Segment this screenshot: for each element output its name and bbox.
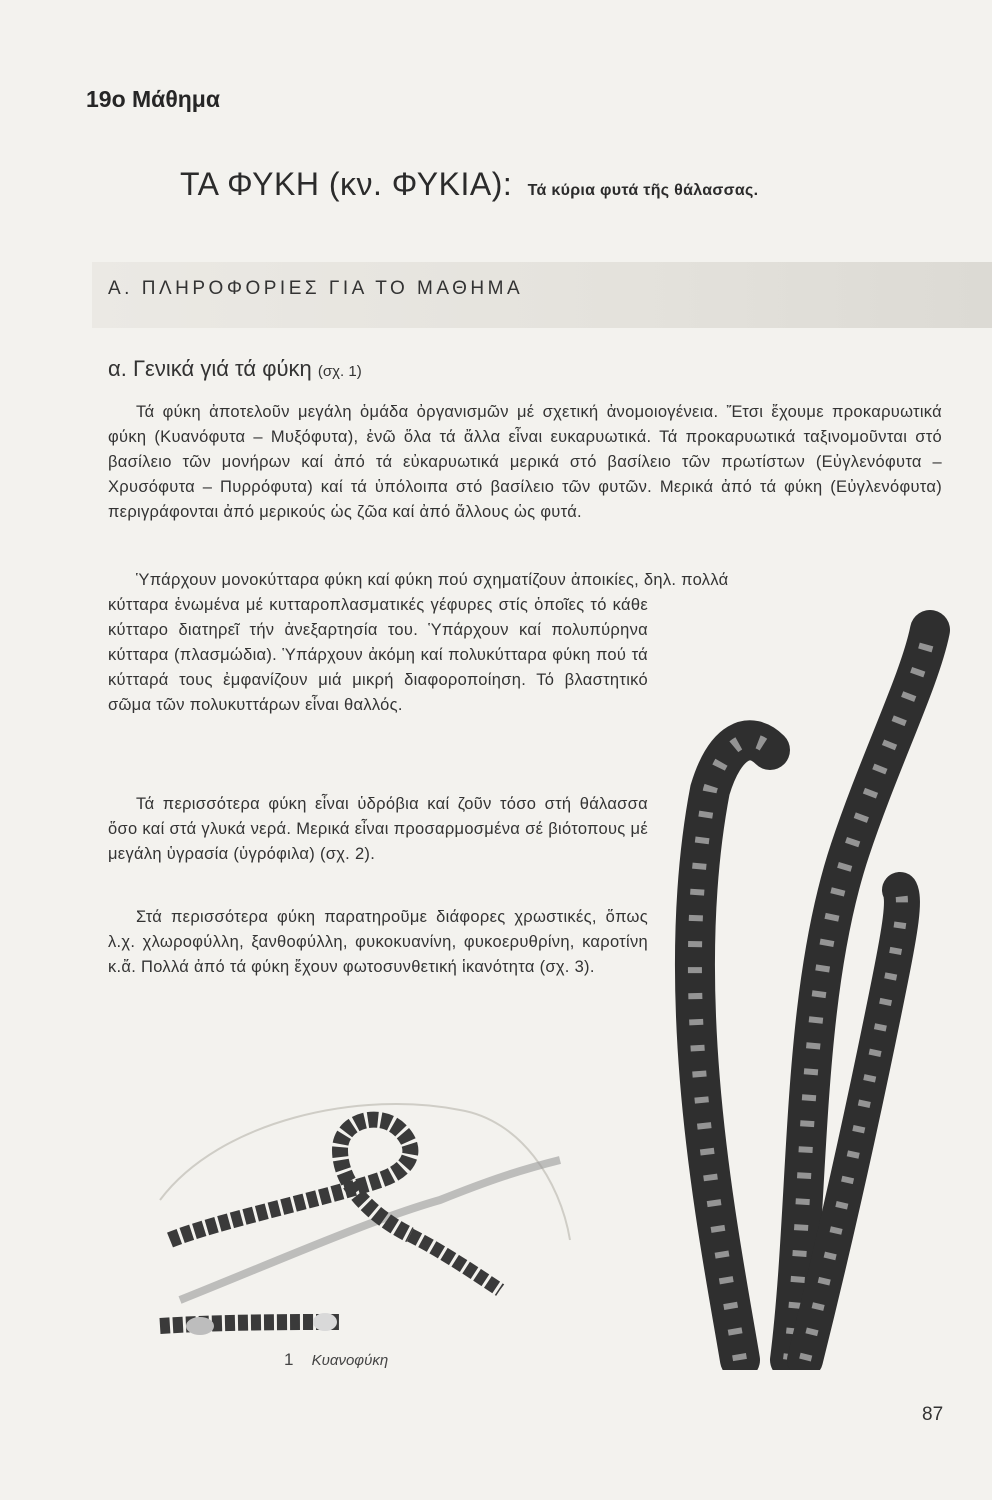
title-main: ΤΑ ΦΥΚΗ (κν. ΦΥΚΙΑ):	[180, 166, 513, 202]
paragraph-4: Στά περισσότερα φύκη παρατηροῦμε διάφορες χρωστικές, ὅπως λ.χ. χλωροφύλλη, ξανθοφύλλη, φυκοκυανίνη, φυκοερυθρίνη, καροτίνη κ.ἄ. Πολλά ἀπό τά φύκη ἔχουν φωτοσυνθετική ἱκανότητα (σχ. 3).	[108, 908, 648, 976]
figure-caption-text: Κυανοφύκη	[311, 1352, 389, 1369]
figure-caption-number: 1	[284, 1350, 294, 1369]
lesson-number: 19ο Μάθημα	[86, 86, 221, 112]
paragraph-1: Τά φύκη ἀποτελοῦν μεγάλη ὁμάδα ὀργανισμῶν μέ σχετική ἀνομοιογένεια. Ἔτσι ἔχουμε προκαρυωτικά φύκη (Κυανόφυτα – Μυξόφυτα), ἐνῶ ὅλα τά ἄλλα εἶναι ευκαρυωτικά. Τά προκαρυωτικά ταξινομοῦνται στό βασίλειο τῶν μονήρων καί ἀπό τά εὐκαρυωτικά μερικά στό βασίλειο τῶν πρωτίστων (Εὐγλενόφυτα – Χρυσόφυτα – Πυρρόφυτα) καί τά ὑπόλοιπα στό βασίλειο τῶν φυτῶν. Μερικά ἀπό τά φύκη (Εὐγλενόφυτα) περιγράφονται ἀπό μερικούς ὡς ζῶα καί ἀπό ἄλλους ὡς φυτά.	[108, 403, 942, 521]
paragraph-3: Τά περισσότερα φύκη εἶναι ὑδρόβια καί ζοῦν τόσο στή θάλασσα ὅσο καί στά γλυκά νερά. Μερικά εἶναι προσαρμοσμένα σέ βιότοπους μέ μεγάλη ὑγρασία (ὑγρόφιλα) (σχ. 2).	[108, 795, 648, 863]
page-number: 87	[922, 1404, 944, 1425]
page-title	[180, 166, 758, 203]
cyanobacteria-strands-illustration	[650, 600, 970, 1370]
title-subtitle: Τά κύρια φυτά τῆς θάλασσας.	[527, 182, 759, 199]
subheading-text: α. Γενικά γιά τά φύκη	[108, 356, 312, 381]
paragraph-2-first-line: Ὑπάρχουν μονοκύτταρα φύκη καί φύκη πού σχηματίζουν ἀποικίες, δηλ. πολλά	[136, 571, 729, 589]
section-heading: Α. ΠΛΗΡΟΦΟΡΙΕΣ ΓΙΑ ΤΟ ΜΑΘΗΜΑ	[108, 278, 524, 299]
figure-caption	[284, 1350, 388, 1370]
looped-filament-illustration	[140, 1060, 580, 1350]
subheading-figure-ref: (σχ. 1)	[317, 363, 362, 380]
subheading	[108, 356, 362, 382]
paragraph-2: κύτταρα ἑνωμένα μέ κυτταροπλασματικές γέφυρες στίς ὁποῖες τό κάθε κύτταρο διατηρεῖ τήν ἀνεξαρτησία του. Ὑπάρχουν καί πολυπύρηνα κύτταρα (πλασμώδια). Ὑπάρχουν ἀκόμη καί πολυκύτταρα φύκη πού τά κύτταρά τους ἐμφανίζουν μιά μικρή διαφοροποίηση. Τό βλαστητικό σῶμα τῶν πολυκυττάρων εἶναι θαλλός.	[108, 596, 648, 714]
